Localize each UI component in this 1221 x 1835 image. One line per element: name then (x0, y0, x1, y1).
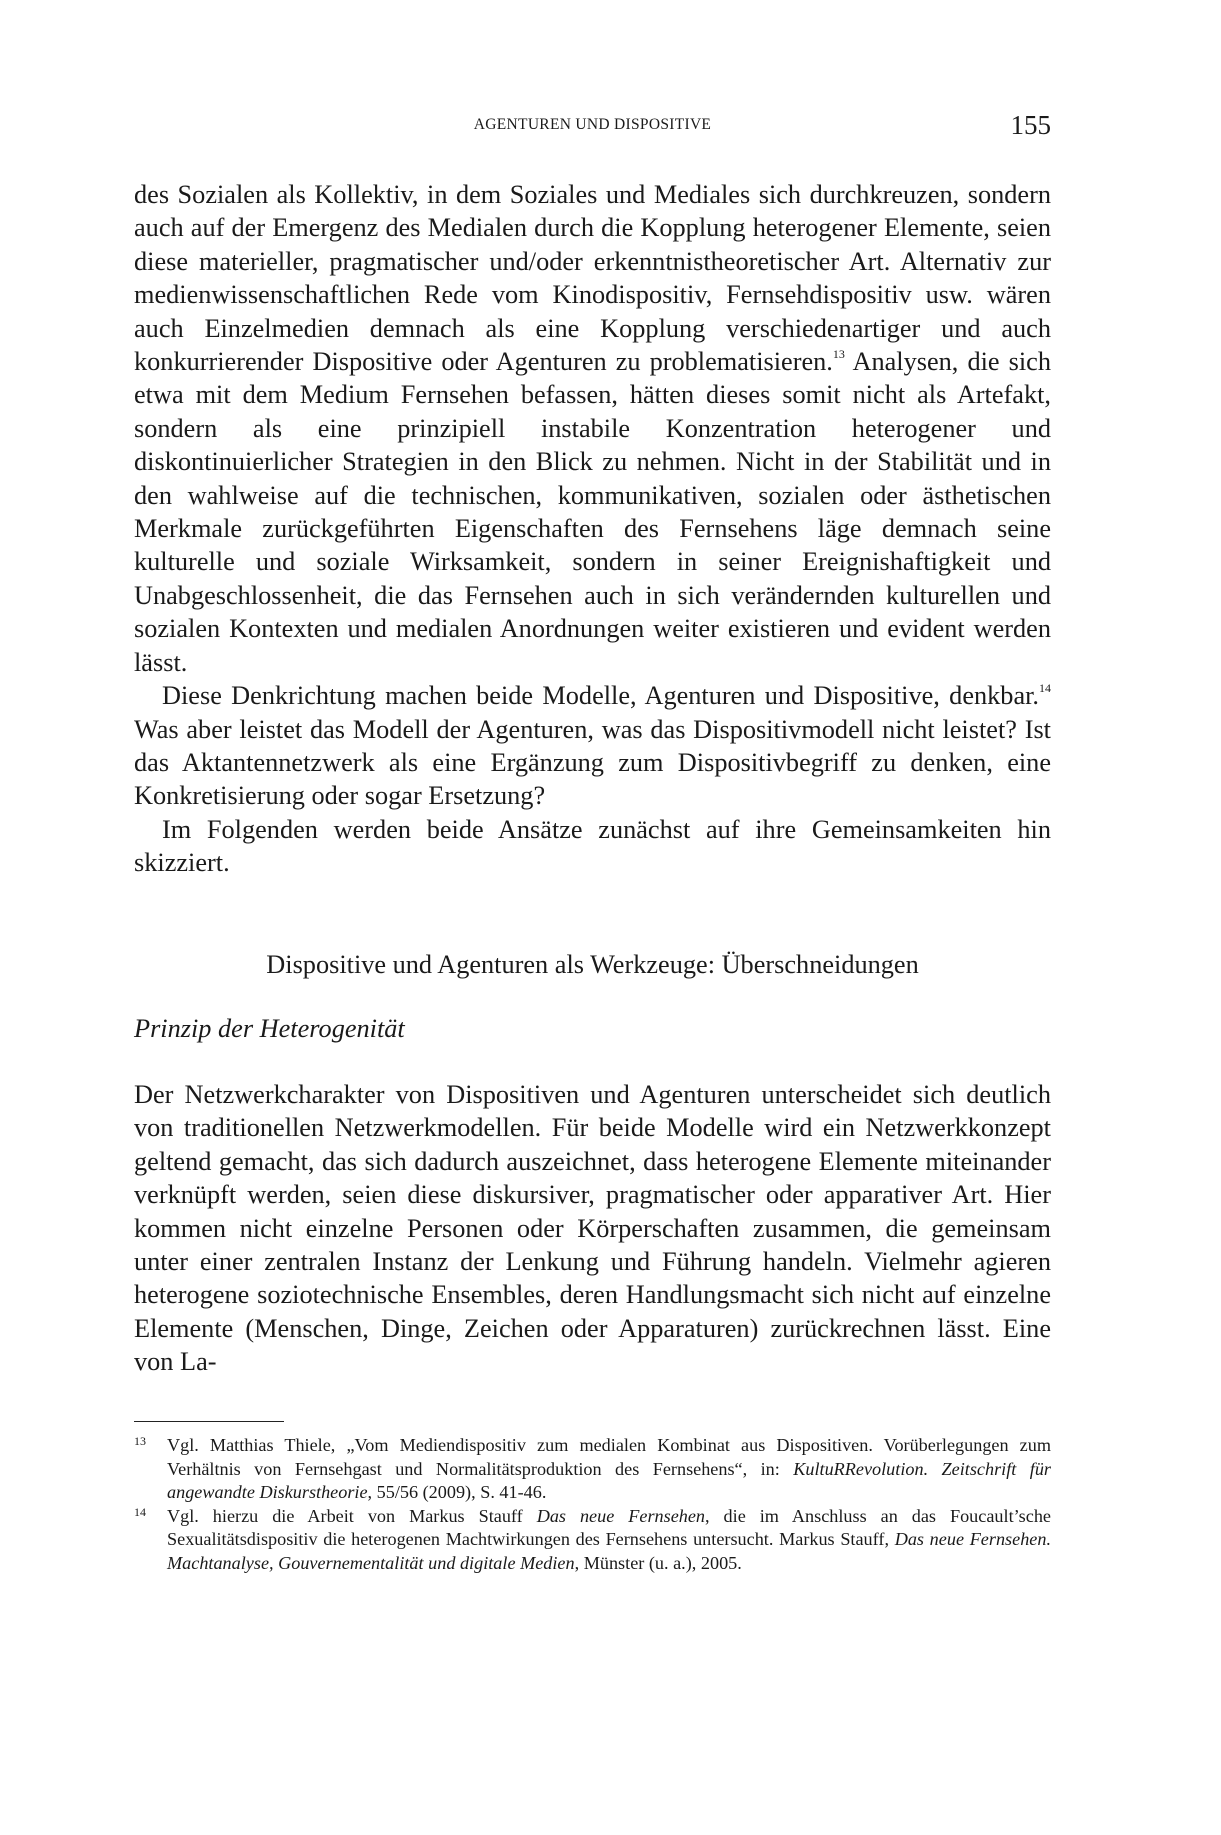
page-header (134, 110, 1051, 150)
footnote-text: , die im Anschluss an das Foucault’sche Sexualitätsdispositiv die heterogenen Machtwirkungen des Fernsehens untersucht. Markus Stauff, (167, 1505, 1051, 1549)
section-heading: Dispositive und Agenturen als Werkzeuge: Überschneidungen (266, 950, 919, 979)
paragraph: Der Netzwerkcharakter von Dispositiven und Agenturen unterscheidet sich deutlich von traditionellen Netzwerkmodellen. Für beide Modelle wird ein Netzwerkkonzept geltend gemacht, das sich dadurch auszeichnet, dass heterogene Elemente miteinander verknüpft werden, seien diese diskursiver, pragmatischer oder apparativer Art. Hier kommen nicht einzelne Personen oder Körperschaften zusammen, die gemeinsam unter einer zentralen Instanz der Lenkung und Führung handeln. Vielmehr agieren heterogene soziotechnische Ensembles, deren Handlungsmacht sich nicht auf einzelne Elemente (Menschen, Dinge, Zeichen oder Apparaturen) zurückrechnen lässt. Eine von La- (134, 1080, 1051, 1377)
footnote-reference: 14 (1039, 681, 1051, 696)
footnote-marker: 13 (134, 1434, 146, 1448)
footnote-title: KultuRRevolution. Zeitschrift für angewandte Diskurstheorie (167, 1458, 1051, 1502)
footnote-14 (134, 1505, 1051, 1576)
paragraph-text: Diese Denkrichtung machen beide Modelle, Agenturen und Dispositive, denkbar. (162, 681, 1039, 711)
footnote-text: Vgl. Matthias Thiele, „Vom Mediendispositiv zum medialen Kombinat aus Dispositiven. Vorüberlegungen zum Verhältnis von Fernsehgast und Normalitätsproduktion des Fernsehens“, in: (167, 1435, 1051, 1479)
footnote-title: Das neue Fernsehen (536, 1505, 706, 1526)
footnote-13 (134, 1434, 1051, 1505)
footnote-reference: 13 (832, 347, 845, 362)
main-text-block (134, 178, 1051, 880)
running-head: AGENTUREN UND DISPOSITIVE (473, 116, 712, 133)
paragraph: Im Folgenden werden beide Ansätze zunächst auf ihre Gemeinsamkeiten hin skizziert. (134, 814, 1051, 878)
subsection-heading: Prinzip der Heterogenität (134, 1014, 405, 1043)
footnote-title: Das neue Fernsehen. Machtanalyse, Gouvernementalität und digitale Medien (167, 1529, 1052, 1573)
footnote-divider (134, 1421, 284, 1422)
paragraph-text: Was aber leistet das Modell der Agenturen, was das Dispositivmodell nicht leistet? Ist das Aktantennetzwerk als eine Ergänzung zum Dispositivbegriff zu denken, eine Konkretisierung oder sogar Ersetzung? (134, 714, 1051, 811)
page-number: 155 (1010, 110, 1051, 140)
footnote-text: Vgl. hierzu die Arbeit von Markus Stauff (167, 1505, 537, 1526)
paragraph (134, 178, 1051, 679)
footnote-marker: 14 (134, 1504, 146, 1519)
paragraph (134, 679, 1051, 813)
footnotes (134, 1434, 1051, 1575)
section-text-block (134, 1078, 1051, 1379)
footnote-text: , Münster (u. a.), 2005. (574, 1552, 742, 1573)
paragraph-text: Analysen, die sich etwa mit dem Medium Fernsehen befassen, hätten dieses somit nicht als Artefakt, sondern als eine prinzipiell instabile Konzentration heterogener und diskontinuierlicher Strategien in den Blick zu nehmen. Nicht in der Stabilität und in den wahlweise auf die technischen, kommunikativen, sozialen oder ästhetischen Merkmale zurückgeführten Eigenschaften des Fernsehens läge demnach seine kulturelle und soziale Wirksamkeit, sondern in seiner Ereignishaftigkeit und Unabgeschlossenheit, die das Fernsehen auch in sich verändernden kulturellen und sozialen Kontexten und medialen Anordnungen weiter existieren und evident werden lässt. (134, 347, 1051, 677)
footnote-text: , 55/56 (2009), S. 41-46. (367, 1482, 547, 1502)
paragraph-text: des Sozialen als Kollektiv, in dem Soziales und Mediales sich durchkreuzen, sondern auch auf der Emergenz des Medialen durch die Kopplung heterogener Elemente, seien diese materieller, pragmatischer und/oder erkenntnistheoretischer Art. Alternativ zur medienwissenschaftlichen Rede vom Kinodispositiv, Fernsehdispositiv usw. wären auch Einzelmedien demnach als eine Kopplung verschiedenartiger und auch konkurrierender Dispositive oder Agenturen zu problematisieren. (134, 180, 1051, 377)
